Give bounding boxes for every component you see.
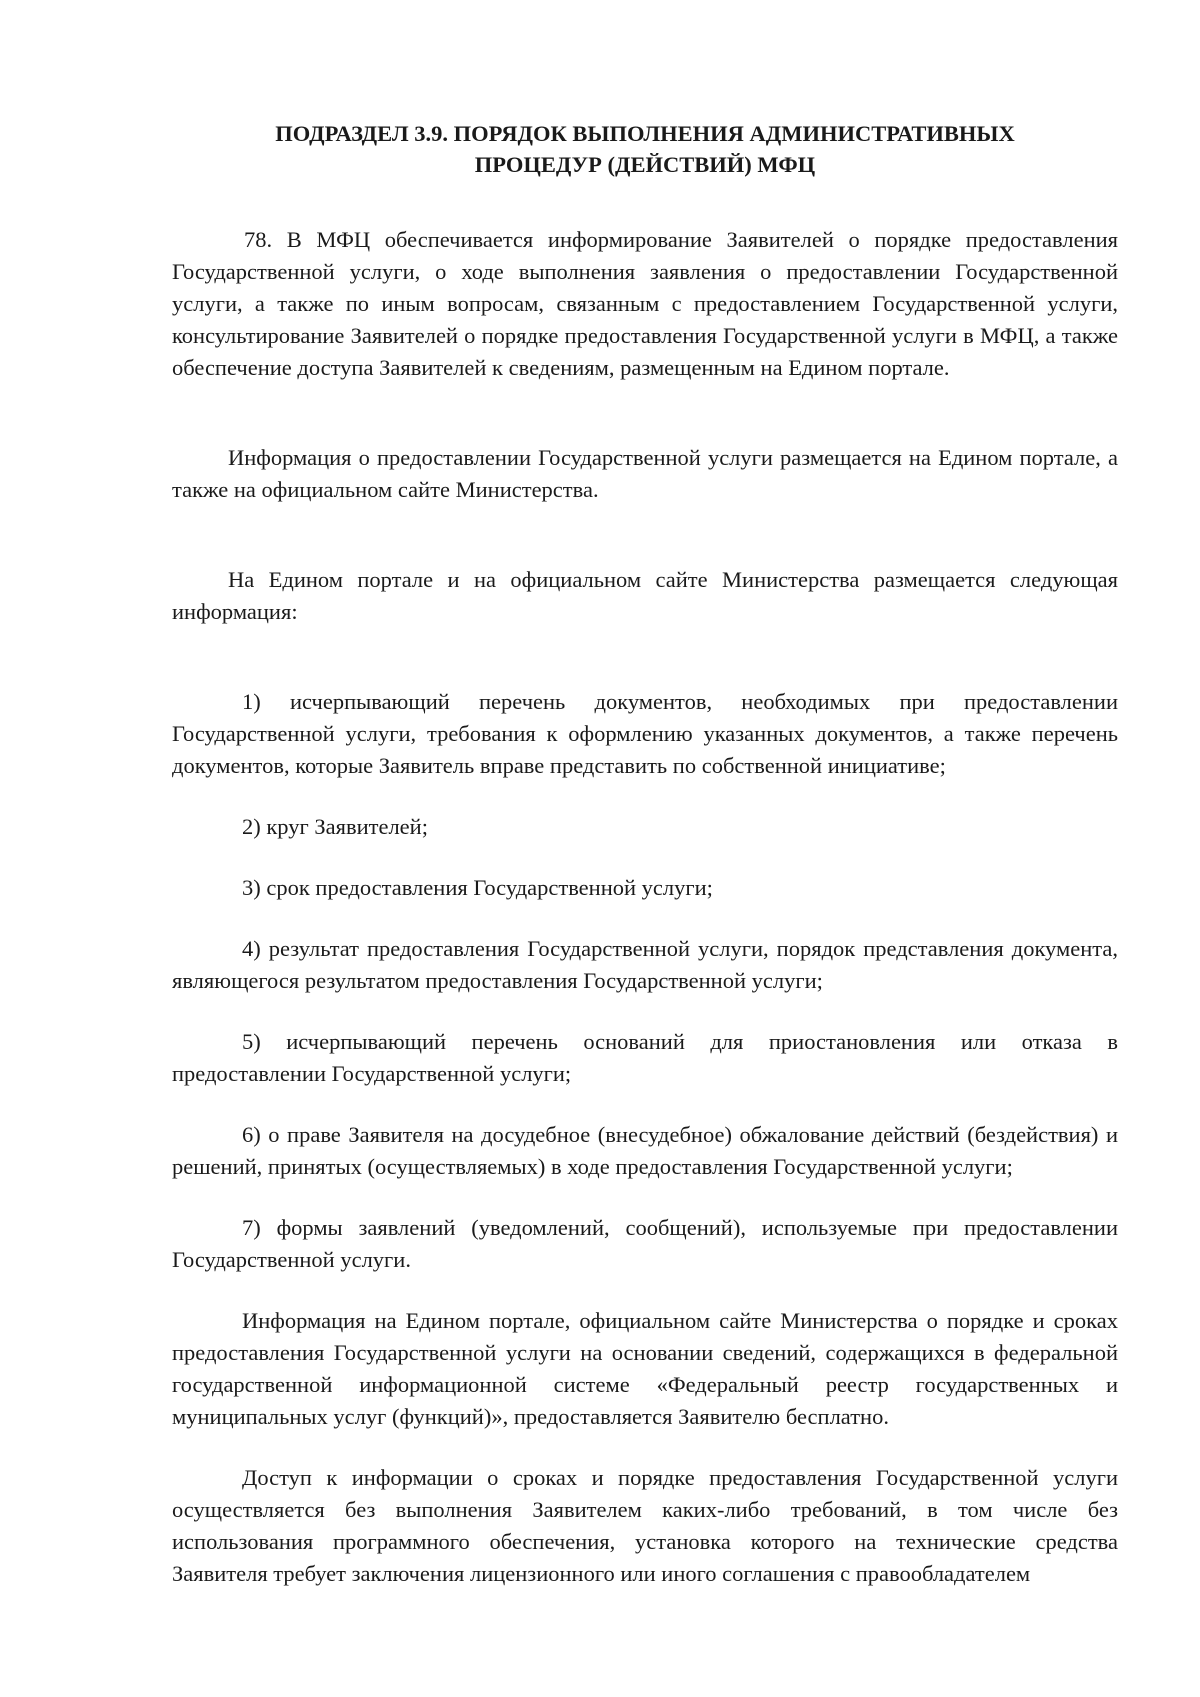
section-heading bbox=[172, 118, 1118, 180]
paragraph-access: Доступ к информации о сроках и порядке предоставления Государственной услуги осуществляется без выполнения Заявителем каких-либо требований, в том числе без использования программного обеспечения, установка которого на технические средства Заявителя требует заключения лицензионного или иного соглашения с правообладателем bbox=[172, 1465, 1118, 1586]
paragraph-78: 78. В МФЦ обеспечивается информирование Заявителей о порядке предоставления Государственной услуги, о ходе выполнения заявления о предоставлении Государственной услуги, а также по иным вопросам, связанным с предоставлением Государственной услуги, консультирование Заявителей о порядке предоставления Государственной услуги в МФЦ, а также обеспечение доступа Заявителей к сведениям, размещенным на Едином портале. bbox=[172, 227, 1118, 380]
list-item-6: 6) о праве Заявителя на досудебное (внесудебное) обжалование действий (бездействия) и решений, принятых (осуществляемых) в ходе предоставления Государственной услуги; bbox=[172, 1122, 1118, 1179]
document-page bbox=[172, 118, 1118, 1590]
list-item-2: 2) круг Заявителей; bbox=[242, 814, 428, 839]
paragraph-free-info: Информация на Едином портале, официальном сайте Министерства о порядке и сроках предоставления Государственной услуги на основании сведений, содержащихся в федеральной государственной информационной системе «Федеральный реестр государственных и муниципальных услуг (функций)», предоставляется Заявителю бесплатно. bbox=[172, 1308, 1118, 1429]
list-item-5: 5) исчерпывающий перечень оснований для приостановления или отказа в предоставлении Государственной услуги; bbox=[172, 1029, 1118, 1086]
section-heading-line-1: ПОДРАЗДЕЛ 3.9. ПОРЯДОК ВЫПОЛНЕНИЯ АДМИНИСТРАТИВНЫХ bbox=[275, 121, 1015, 146]
section-heading-line-2: ПРОЦЕДУР (ДЕЙСТВИЙ) МФЦ bbox=[474, 152, 816, 177]
paragraph-info-list-intro: На Едином портале и на официальном сайте Министерства размещается следующая информация: bbox=[172, 567, 1118, 624]
list-item-4: 4) результат предоставления Государственной услуги, порядок представления документа, являющегося результатом предоставления Государственной услуги; bbox=[172, 936, 1118, 993]
list-item-3: 3) срок предоставления Государственной услуги; bbox=[242, 875, 713, 900]
list-item-7: 7) формы заявлений (уведомлений, сообщений), используемые при предоставлении Государственной услуги. bbox=[172, 1215, 1118, 1272]
list-item-1: 1) исчерпывающий перечень документов, необходимых при предоставлении Государственной услуги, требования к оформлению указанных документов, а также перечень документов, которые Заявитель вправе представить по собственной инициативе; bbox=[172, 689, 1118, 778]
paragraph-info-placement: Информация о предоставлении Государственной услуги размещается на Едином портале, а также на официальном сайте Министерства. bbox=[172, 445, 1118, 502]
